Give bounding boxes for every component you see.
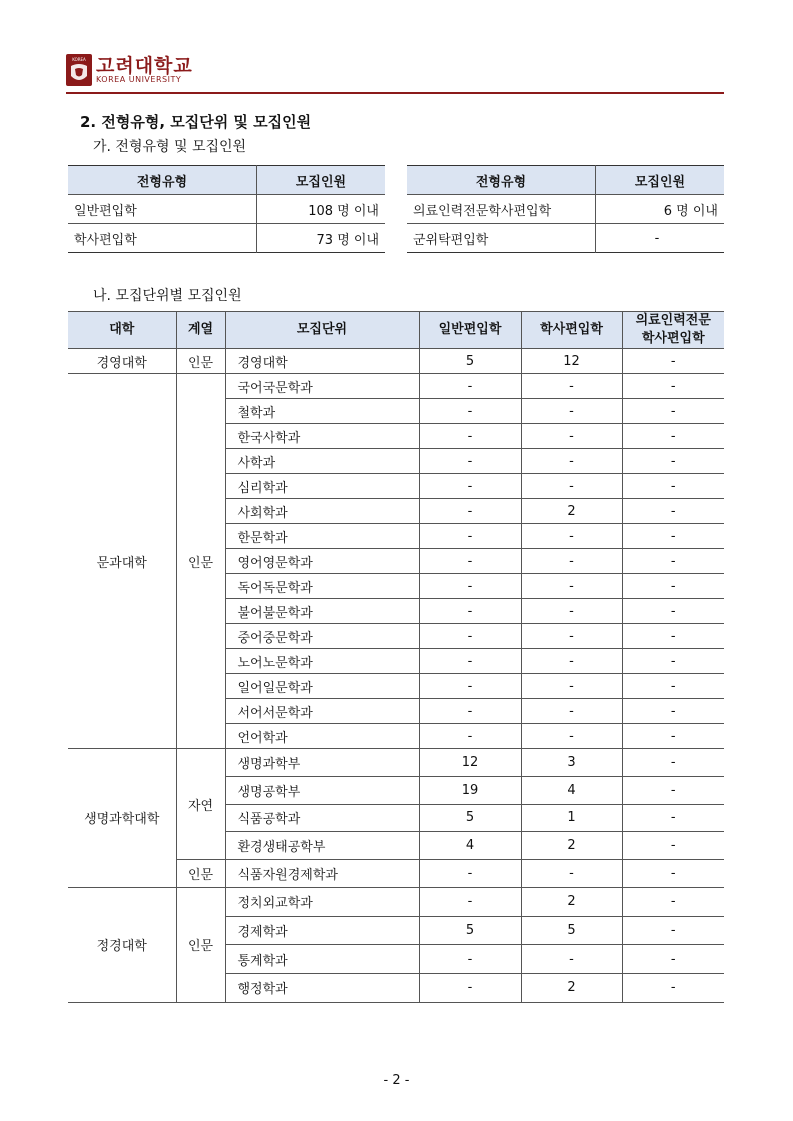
table-row (68, 887, 724, 916)
college-cell: 문과대학 (68, 374, 176, 749)
table-row (68, 374, 724, 399)
department-cell: 한국사학과 (225, 424, 419, 449)
quota-cell: - (419, 699, 521, 724)
column-header: 모집인원 (596, 166, 725, 195)
quota-cell: - (622, 699, 724, 724)
column-header: 모집단위 (225, 312, 419, 349)
department-cell: 생명과학부 (225, 749, 419, 777)
summary-table-left (68, 165, 385, 253)
college-cell: 경영대학 (68, 349, 176, 374)
quota-cell: 2 (521, 974, 622, 1003)
quota-cell: - (419, 374, 521, 399)
quota-cell: 5 (419, 349, 521, 374)
quota-cell: 4 (521, 776, 622, 804)
column-header-line: 학사편입학 (641, 331, 705, 346)
quota-cell: - (521, 674, 622, 699)
admission-quota-table (68, 311, 724, 1003)
quota-cell: - (419, 624, 521, 649)
quota-cell: - (622, 349, 724, 374)
track-cell: 인문 (176, 374, 225, 749)
quota-cell: - (521, 549, 622, 574)
department-cell: 언어학과 (225, 724, 419, 749)
quota-cell: - (521, 860, 622, 888)
department-cell: 중어중문학과 (225, 624, 419, 649)
department-cell: 서어서문학과 (225, 699, 419, 724)
quota-cell: - (521, 649, 622, 674)
column-header: 전형유형 (68, 166, 257, 195)
column-header: 학사편입학 (521, 312, 622, 349)
department-cell: 경제학과 (225, 916, 419, 945)
table-header-row (68, 312, 724, 349)
quota-cell: - (419, 974, 521, 1003)
quota-cell: - (521, 574, 622, 599)
summary-table-right (407, 165, 724, 253)
department-cell: 통계학과 (225, 945, 419, 974)
column-header: 일반편입학 (419, 312, 521, 349)
quota-cell: - (622, 599, 724, 624)
quota-cell: 2 (521, 887, 622, 916)
quota-cell: 4 (419, 832, 521, 860)
quota-cell: - (622, 860, 724, 888)
quota-cell: - (521, 624, 622, 649)
column-header: 전형유형 (407, 166, 596, 195)
column-header: 계열 (176, 312, 225, 349)
department-cell: 한문학과 (225, 524, 419, 549)
quota-cell: - (622, 524, 724, 549)
quota-cell: 5 (419, 804, 521, 832)
track-cell: 인문 (176, 887, 225, 1002)
department-cell: 일어일문학과 (225, 674, 419, 699)
section-title: 2. 전형유형, 모집단위 및 모집인원 (80, 113, 312, 131)
quota-cell: - (521, 524, 622, 549)
quota-cell: - (419, 474, 521, 499)
quota-cell: - (521, 399, 622, 424)
quota-cell: - (419, 499, 521, 524)
department-cell: 불어불문학과 (225, 599, 419, 624)
quota-cell: 3 (521, 749, 622, 777)
quota-cell: 2 (521, 832, 622, 860)
column-header (622, 312, 724, 349)
quota-cell: - (419, 399, 521, 424)
quota-cell: - (521, 424, 622, 449)
quota-cell: - (521, 945, 622, 974)
quota-cell: - (419, 945, 521, 974)
department-cell: 환경생태공학부 (225, 832, 419, 860)
quota-cell: - (419, 649, 521, 674)
college-cell: 정경대학 (68, 887, 176, 1002)
table-cell: 의료인력전문학사편입학 (407, 195, 596, 224)
quota-cell: - (622, 974, 724, 1003)
quota-cell: - (521, 449, 622, 474)
department-cell: 영어영문학과 (225, 549, 419, 574)
department-cell: 사학과 (225, 449, 419, 474)
quota-cell: - (419, 549, 521, 574)
quota-cell: - (622, 804, 724, 832)
quota-cell: - (622, 424, 724, 449)
quota-cell: 19 (419, 776, 521, 804)
quota-cell: - (419, 424, 521, 449)
table-cell: 학사편입학 (68, 224, 257, 253)
quota-cell: - (622, 499, 724, 524)
quota-cell: - (419, 599, 521, 624)
table-row (407, 195, 724, 224)
department-cell: 정치외교학과 (225, 887, 419, 916)
quota-cell: - (622, 916, 724, 945)
quota-cell: 1 (521, 804, 622, 832)
quota-cell: - (521, 699, 622, 724)
department-cell: 노어노문학과 (225, 649, 419, 674)
department-cell: 국어국문학과 (225, 374, 419, 399)
department-cell: 식품자원경제학과 (225, 860, 419, 888)
quota-cell: - (622, 887, 724, 916)
quota-cell: - (622, 674, 724, 699)
column-header: 대학 (68, 312, 176, 349)
quota-cell: - (622, 945, 724, 974)
quota-cell: - (521, 599, 622, 624)
quota-cell: 2 (521, 499, 622, 524)
quota-cell: - (622, 749, 724, 777)
table-cell: 6 명 이내 (596, 195, 725, 224)
quota-cell: - (622, 449, 724, 474)
quota-cell: - (622, 574, 724, 599)
quota-cell: - (521, 374, 622, 399)
table-cell: 73 명 이내 (316, 232, 379, 248)
table-cell: 군위탁편입학 (407, 224, 596, 253)
quota-cell: - (419, 674, 521, 699)
table-cell: - (654, 230, 660, 246)
quota-cell: - (419, 724, 521, 749)
logo-korean-text: 고려대학교 (96, 55, 193, 77)
department-cell: 행정학과 (225, 974, 419, 1003)
department-cell: 사회학과 (225, 499, 419, 524)
quota-cell: 5 (419, 916, 521, 945)
subsection-a-title: 가. 전형유형 및 모집인원 (93, 139, 247, 155)
quota-cell: 12 (419, 749, 521, 777)
quota-cell: - (622, 474, 724, 499)
quota-cell: - (622, 374, 724, 399)
quota-cell: - (419, 449, 521, 474)
page-header (66, 54, 723, 94)
quota-cell: - (419, 887, 521, 916)
quota-cell: 12 (521, 349, 622, 374)
table-cell: 108 명 이내 (257, 195, 386, 224)
header-divider (66, 92, 724, 94)
college-cell: 생명과학대학 (68, 749, 176, 888)
svg-text:KOREA: KOREA (72, 57, 86, 62)
quota-cell: - (622, 649, 724, 674)
department-cell: 심리학과 (225, 474, 419, 499)
table-row (68, 224, 385, 253)
track-cell: 인문 (176, 860, 225, 888)
quota-cell: - (419, 524, 521, 549)
quota-cell: - (419, 860, 521, 888)
table-row (68, 195, 385, 224)
track-cell: 인문 (176, 349, 225, 374)
column-header: 모집인원 (257, 166, 386, 195)
quota-cell: - (419, 574, 521, 599)
column-header-line: 의료인력전문 (635, 313, 711, 328)
quota-cell: - (521, 724, 622, 749)
table-cell: 일반편입학 (68, 195, 257, 224)
table-row (68, 749, 724, 777)
table-row (407, 224, 724, 253)
quota-cell: - (622, 624, 724, 649)
quota-cell: - (622, 549, 724, 574)
table-row (68, 349, 724, 374)
department-cell: 철학과 (225, 399, 419, 424)
department-cell: 생명공학부 (225, 776, 419, 804)
korea-university-emblem-icon (66, 54, 92, 86)
logo-english-text: KOREA UNIVERSITY (96, 75, 182, 84)
quota-cell: - (622, 724, 724, 749)
quota-cell: - (521, 474, 622, 499)
quota-cell: - (622, 832, 724, 860)
department-cell: 식품공학과 (225, 804, 419, 832)
quota-cell: - (622, 399, 724, 424)
quota-cell: 5 (521, 916, 622, 945)
track-cell: 자연 (176, 749, 225, 860)
subsection-b-title: 나. 모집단위별 모집인원 (93, 288, 242, 304)
department-cell: 경영대학 (225, 349, 419, 374)
page-number: - 2 - (383, 1073, 410, 1088)
quota-cell: - (622, 776, 724, 804)
department-cell: 독어독문학과 (225, 574, 419, 599)
